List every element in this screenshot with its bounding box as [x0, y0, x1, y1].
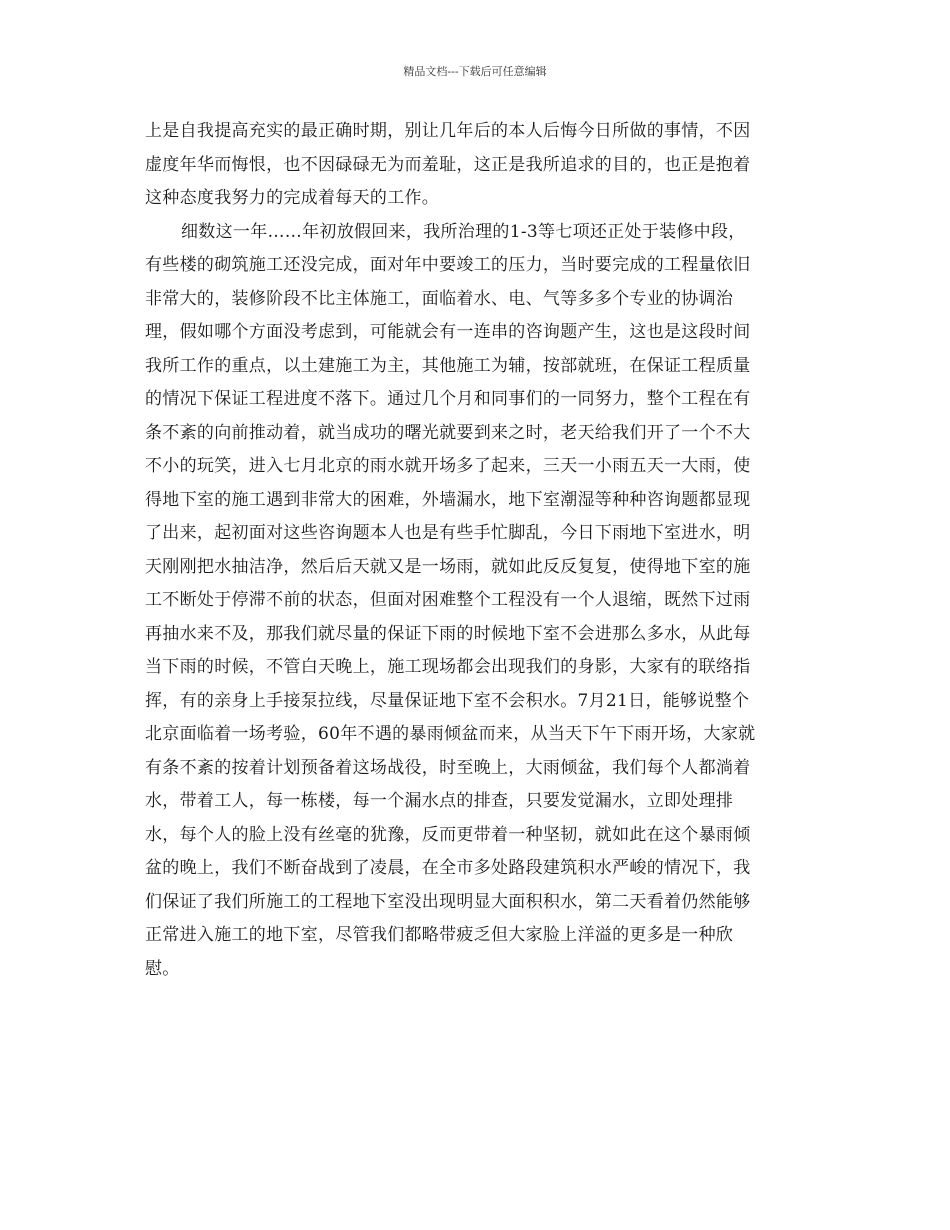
text-line: 了出来，起初面对这些咨询题本人也是有些手忙脚乱，今日下雨地下室进水，明: [145, 523, 751, 543]
text-line: 当下雨的时候，不管白天晚上，施工现场都会出现我们的身影，大家有的联络指: [145, 657, 751, 677]
text-line: 有条不紊的按着计划预备着这场战役，时至晚上，大雨倾盆，我们每个人都淌着: [145, 757, 751, 778]
text-line: 不小的玩笑，进入七月北京的雨水就开场多了起来，三天一小雨五天一大雨，使: [145, 456, 751, 476]
text-line: 慰。: [145, 958, 180, 979]
text-line: 工不断处于停滞不前的状态，但面对困难整个工程没有一个人退缩，既然下过雨: [145, 590, 751, 610]
text-line: 上是自我提高充实的最正确时期，别让几年后的本人后悔今日所做的事情，不因: [145, 121, 751, 141]
text-line: 盆的晚上，我们不断奋战到了凌晨，在全市多处路段建筑积水严峻的情况下，我: [145, 858, 751, 878]
text-line: 水，带着工人，每一栋楼，每一个漏水点的排查，只要发觉漏水，立即处理排: [145, 791, 734, 811]
paragraph-first-line: 细数这一年……年初放假回来，我所治理的1-3等七项还正处于装修中段，: [181, 221, 746, 242]
text-line: 得地下室的施工遇到非常大的困难，外墙漏水，地下室潮湿等种种咨询题都显现: [145, 489, 751, 510]
text-line: 水，每个人的脸上没有丝毫的犹豫，反而更带着一种坚韧，就如此在这个暴雨倾: [145, 824, 751, 845]
text-line: 这种态度我努力的完成着每天的工作。: [145, 188, 440, 208]
text-line: 天刚刚把水抽洁净，然后后天就又是一场雨，就如此反反复复，使得地下室的施: [145, 556, 751, 577]
text-line: 再抽水来不及，那我们就尽量的保证下雨的时候地下室不会进那么多水，从此每: [145, 623, 751, 644]
page-header: 精品文档---下载后可任意编辑: [403, 65, 547, 78]
text-line: 北京面临着一场考验，60年不遇的暴雨倾盆而来，从当天下午下雨开场，大家就: [145, 724, 756, 744]
text-line: 的情况下保证工程进度不落下。通过几个月和同事们的一同努力，整个工程在有: [145, 389, 751, 409]
text-line: 挥，有的亲身上手接泵拉线，尽量保证地下室不会积水。7月21日，能够说整个: [145, 690, 750, 711]
document-body: [145, 115, 810, 986]
text-line: 理，假如哪个方面没考虑到，可能就会有一连串的咨询题产生，这也是这段时间: [145, 322, 751, 342]
text-line: 条不紊的向前推动着，就当成功的曙光就要到来之时，老天给我们开了一个不大: [145, 422, 751, 443]
text-line: 我所工作的重点，以土建施工为主，其他施工为辅，按部就班，在保证工程质量: [145, 355, 751, 376]
text-line: 非常大的，装修阶段不比主体施工，面临着水、电、气等多多个专业的协调治: [145, 288, 734, 309]
text-line: 虚度年华而悔恨，也不因碌碌无为而羞耻，这正是我所追求的目的，也正是抱着: [145, 154, 751, 175]
text-line: 正常进入施工的地下室，尽管我们都略带疲乏但大家脸上洋溢的更多是一种欣: [145, 925, 734, 945]
text-line: 们保证了我们所施工的工程地下室没出现明显大面积积水，第二天看着仍然能够: [145, 891, 751, 912]
text-line: 有些楼的砌筑施工还没完成，面对年中要竣工的压力，当时要完成的工程量依旧: [145, 255, 751, 275]
